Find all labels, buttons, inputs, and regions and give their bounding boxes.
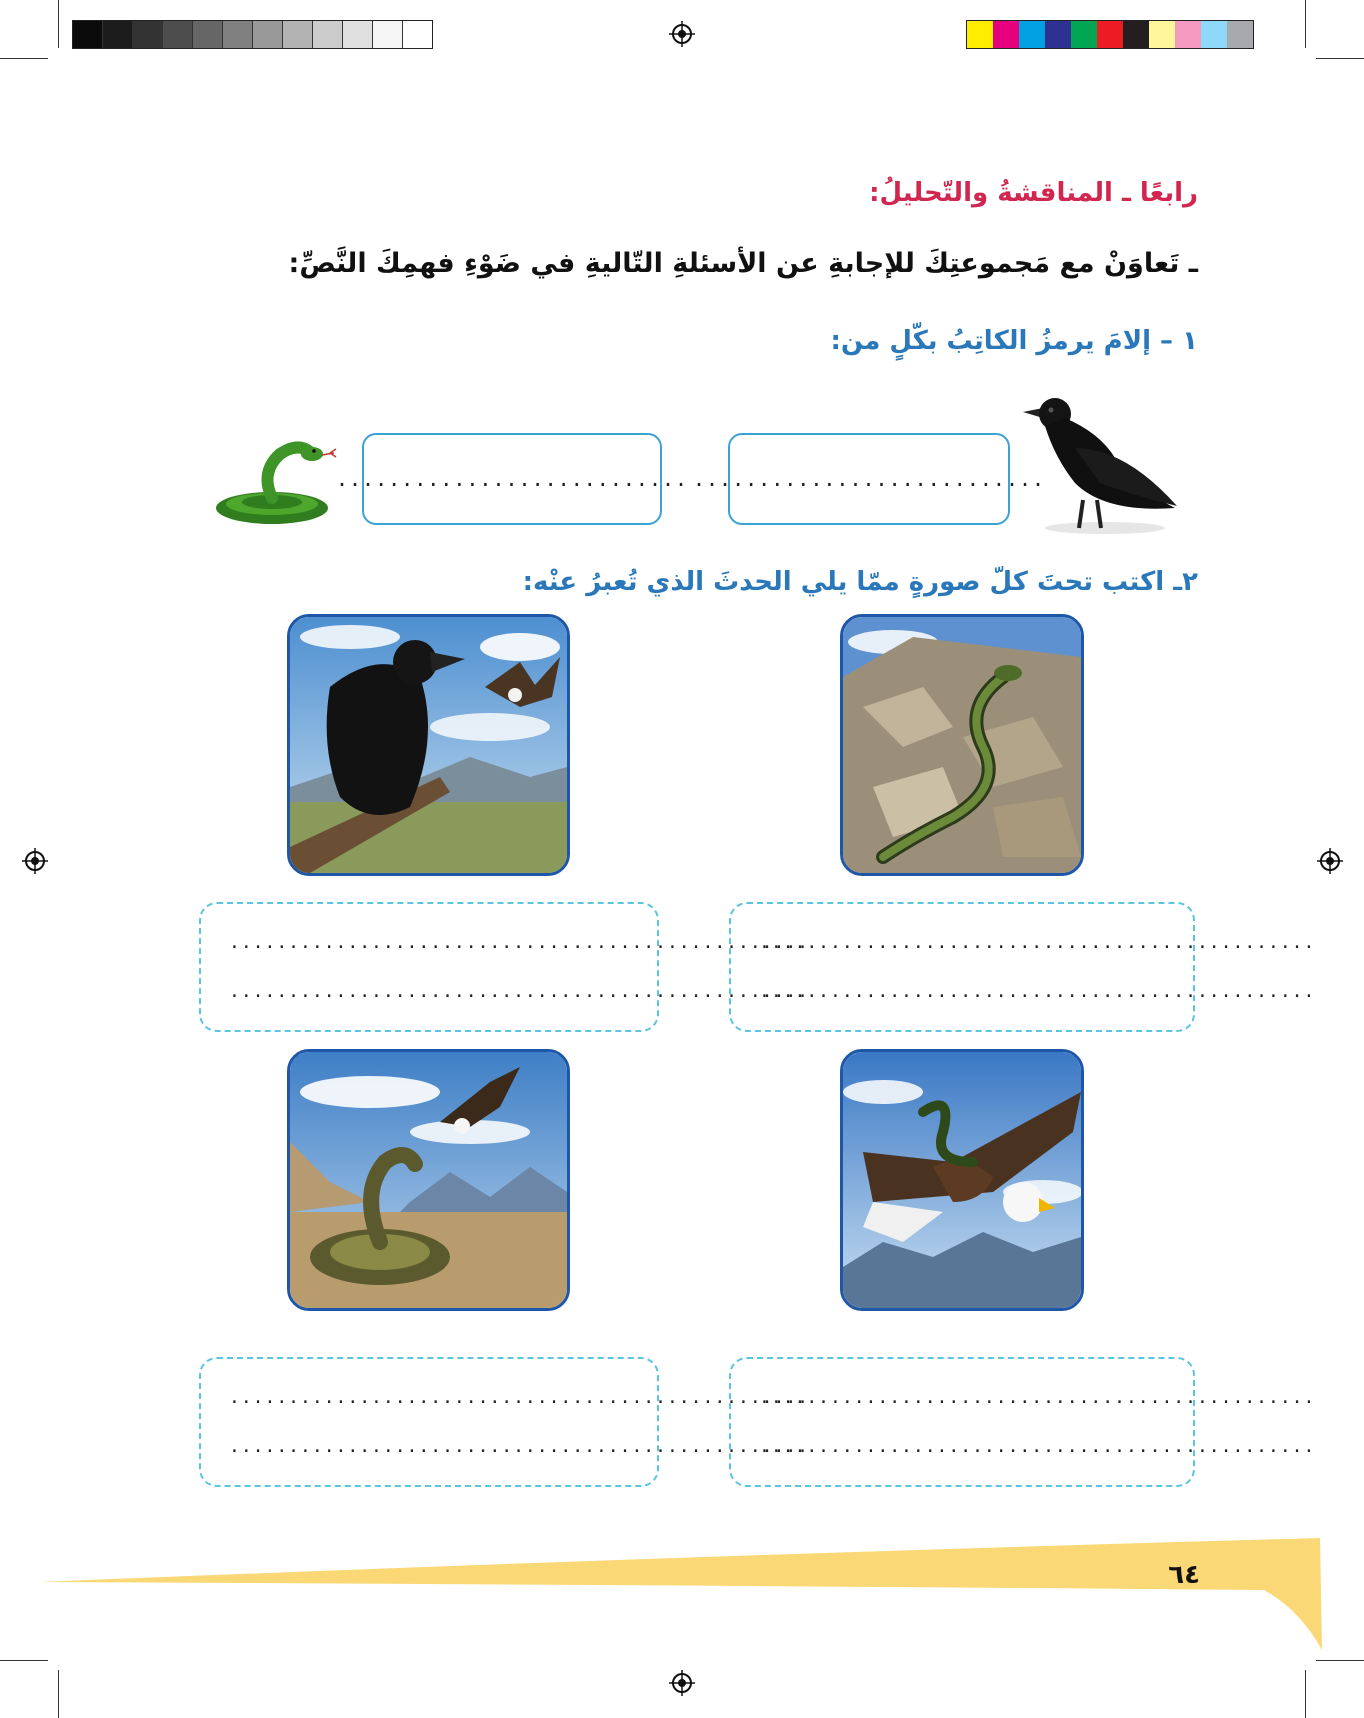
- crop-mark: [0, 1660, 48, 1661]
- question-2: ٢ـ اكتب تحتَ كلّ صورةٍ ممّا يلي الحدثَ الذي تُعبرُ عنْه:: [522, 567, 1198, 597]
- crop-mark: [58, 0, 59, 48]
- crow-illustration: [1005, 388, 1185, 544]
- answer-line: .................................................: [229, 1387, 810, 1408]
- crosshair-registration-icon: [669, 1670, 695, 1696]
- question-1: ١ – إلامَ يرمزُ الكاتِبُ بكّلٍ من:: [830, 326, 1198, 356]
- answer-box-crow[interactable]: [692, 433, 1046, 525]
- answer-dots: ...........................: [335, 467, 689, 491]
- section-heading: رابعًا ـ المناقشةُ والتّحليلُ:: [869, 178, 1198, 208]
- crop-mark: [0, 58, 48, 59]
- crop-mark: [58, 1670, 59, 1718]
- answer-line: ...............................................: [759, 981, 1316, 1002]
- section-instruction: ـ تَعاوَنْ مع مَجموعتِكَ للإجابةِ عن الأسئلةِ التّاليةِ في ضَوْءِ فهمِكَ النَّصِّ:: [288, 248, 1198, 279]
- crop-mark: [1316, 1660, 1364, 1661]
- footer-band: [0, 1530, 1364, 1660]
- answer-dots: ...........................: [692, 467, 1046, 491]
- answer-line: .................................................: [229, 1436, 810, 1457]
- photo-snake-and-eagle-desert: [287, 1049, 570, 1311]
- photo-crow-and-eagle: [287, 614, 570, 876]
- answer-line: ...............................................: [759, 932, 1316, 953]
- answer-lines-photo-4[interactable]: [729, 1357, 1316, 1487]
- photo-eagle-carrying-snake: [840, 1049, 1084, 1311]
- crosshair-registration-icon: [1317, 848, 1343, 874]
- green-snake-illustration: [210, 432, 340, 528]
- answer-line: ...............................................: [759, 1436, 1316, 1457]
- crop-mark: [1316, 58, 1364, 59]
- crop-mark: [1305, 1670, 1306, 1718]
- answer-box-snake[interactable]: [335, 433, 689, 525]
- page-number: ٦٤: [1168, 1560, 1200, 1590]
- color-calibration-bar: [966, 20, 1254, 49]
- photo-snake-on-rocks: [840, 614, 1084, 876]
- answer-lines-photo-2[interactable]: [729, 902, 1316, 1032]
- crosshair-registration-icon: [22, 848, 48, 874]
- grayscale-calibration-bar: [72, 20, 433, 49]
- answer-lines-photo-1[interactable]: [199, 902, 810, 1032]
- crop-mark: [1305, 0, 1306, 48]
- answer-lines-photo-3[interactable]: [199, 1357, 810, 1487]
- answer-line: .................................................: [229, 932, 810, 953]
- answer-line: .................................................: [229, 981, 810, 1002]
- answer-line: ...............................................: [759, 1387, 1316, 1408]
- crosshair-registration-icon: [669, 21, 695, 47]
